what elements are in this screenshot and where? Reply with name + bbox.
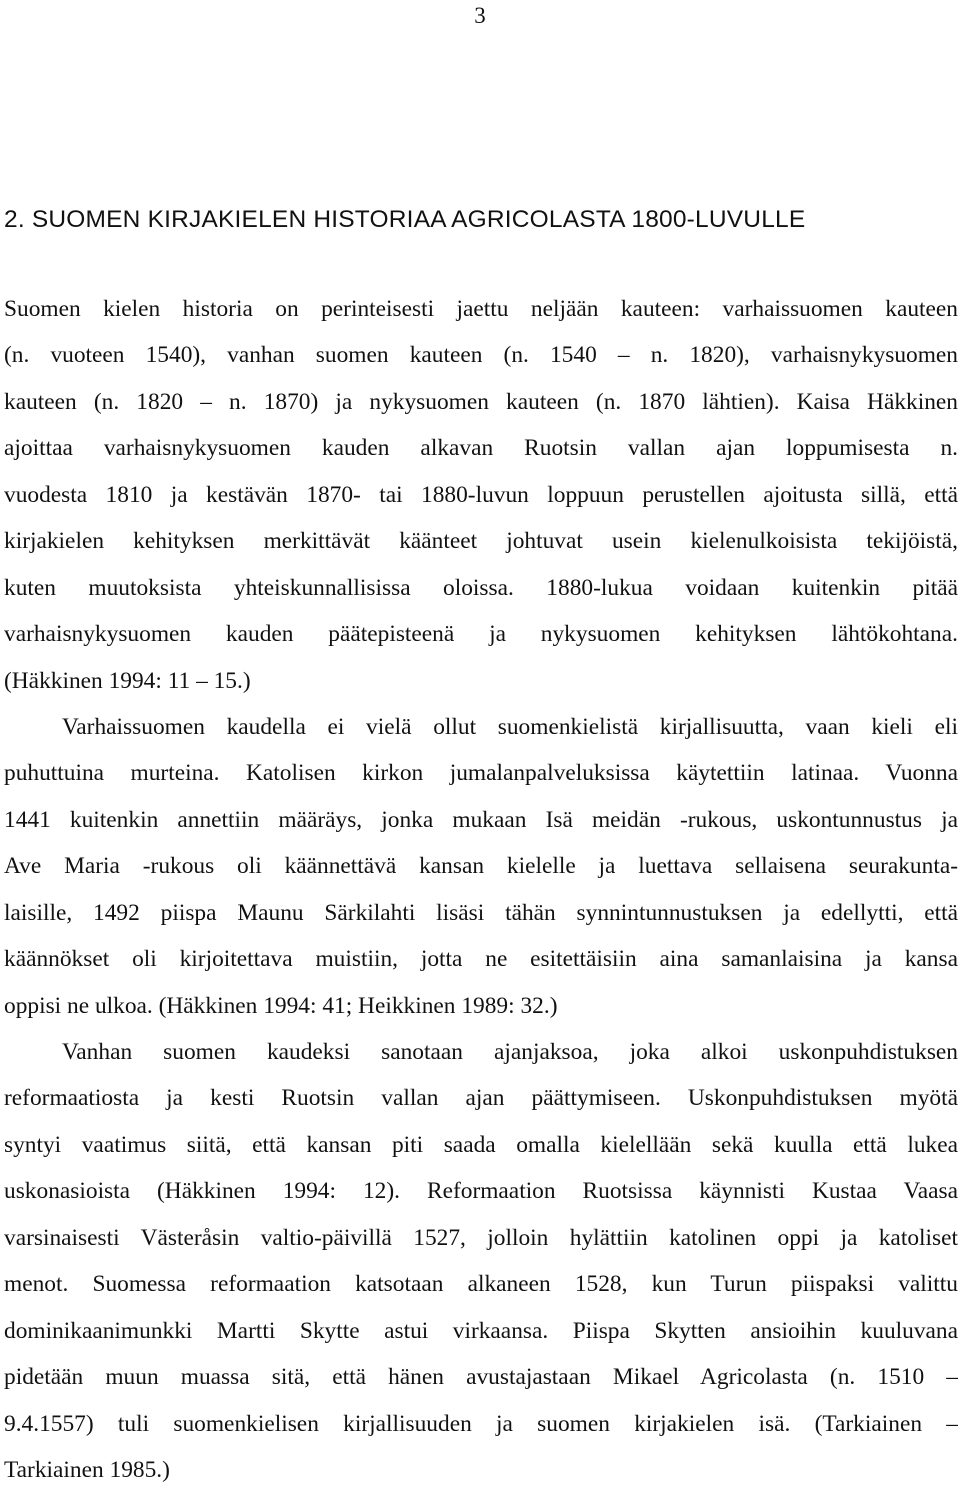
text-line: syntyi vaatimus siitä, että kansan piti saada omalla kielellään sekä kuulla että lukea [4, 1131, 958, 1158]
text-line: (Häkkinen 1994: 11 – 15.) [4, 667, 251, 694]
text-line: kauteen (n. 1820 – n. 1870) ja nykysuomen kauteen (n. 1870 lähtien). Kaisa Häkkinen [4, 388, 958, 415]
text-line: 1441 kuitenkin annettiin määräys, jonka mukaan Isä meidän -rukous, uskontunnustus ja [4, 806, 958, 833]
text-line: vuodesta 1810 ja kestävän 1870- tai 1880-luvun loppuun perustellen ajoitusta sillä, että [4, 481, 958, 508]
text-line: laisille, 1492 piispa Maunu Särkilahti lisäsi tähän synnintunnustuksen ja edellytti, että [4, 899, 958, 926]
text-line: varhaisnykysuomen kauden päätepisteenä ja nykysuomen kehityksen lähtökohtana. [4, 621, 958, 648]
text-line: kuten muutoksista yhteiskunnallisissa oloissa. 1880-lukua voidaan kuitenkin pitää [4, 574, 958, 601]
text-line: varsinaisesti Västeråsin valtio-päivillä 1527, jolloin hylättiin katolinen oppi ja katoliset [4, 1224, 958, 1251]
text-line: Varhaissuomen kaudella ei vielä ollut suomenkielistä kirjallisuutta, vaan kieli eli [62, 713, 958, 740]
paragraph [4, 286, 958, 704]
section-heading: 2. SUOMEN KIRJAKIELEN HISTORIAA AGRICOLASTA 1800-LUVULLE [4, 206, 806, 233]
text-line: dominikaanimunkki Martti Skytte astui virkaansa. Piispa Skytten ansioihin kuuluvana [4, 1317, 958, 1344]
text-line: Vanhan suomen kaudeksi sanotaan ajanjaksoa, joka alkoi uskonpuhdistuksen [62, 1039, 958, 1065]
paragraph [4, 1029, 958, 1493]
text-line: Ave Maria -rukous oli käännettävä kansan kielelle ja luettava sellaisena seurakunta- [4, 853, 958, 880]
text-line: puhuttuina murteina. Katolisen kirkon jumalanpalveluksissa käytettiin latinaa. Vuonna [4, 760, 958, 787]
text-line: 9.4.1557) tuli suomenkielisen kirjallisuuden ja suomen kirjakielen isä. (Tarkiainen – [4, 1410, 958, 1437]
text-line: oppisi ne ulkoa. (Häkkinen 1994: 41; Heikkinen 1989: 32.) [4, 992, 558, 1019]
text-line: pidetään muun muassa sitä, että hänen avustajastaan Mikael Agricolasta (n. 1510 – [4, 1364, 958, 1391]
body-text [4, 286, 958, 1493]
text-line: menot. Suomessa reformaation katsotaan alkaneen 1528, kun Turun piispaksi valittu [4, 1271, 958, 1298]
page-number: 3 [474, 3, 486, 28]
text-line: kirjakielen kehityksen merkittävät käänteet johtuvat usein kielenulkoisista tekijöistä, [4, 528, 958, 555]
text-line: (n. vuoteen 1540), vanhan suomen kauteen (n. 1540 – n. 1820), varhaisnykysuomen [4, 342, 958, 369]
text-line: ajoittaa varhaisnykysuomen kauden alkavan Ruotsin vallan ajan loppumisesta n. [4, 435, 958, 462]
text-line: Tarkiainen 1985.) [4, 1456, 170, 1483]
text-line: Suomen kielen historia on perinteisesti jaettu neljään kauteen: varhaissuomen kauteen [4, 296, 958, 322]
text-line: käännökset oli kirjoitettava muistiin, jotta ne esitettäisiin aina samanlaisina ja kansa [4, 946, 958, 973]
text-line: reformaatiosta ja kesti Ruotsin vallan ajan päättymiseen. Uskonpuhdistuksen myötä [4, 1085, 958, 1112]
paragraph [4, 704, 958, 1029]
text-line: uskonasioista (Häkkinen 1994: 12). Reformaation Ruotsissa käynnisti Kustaa Vaasa [4, 1178, 958, 1205]
